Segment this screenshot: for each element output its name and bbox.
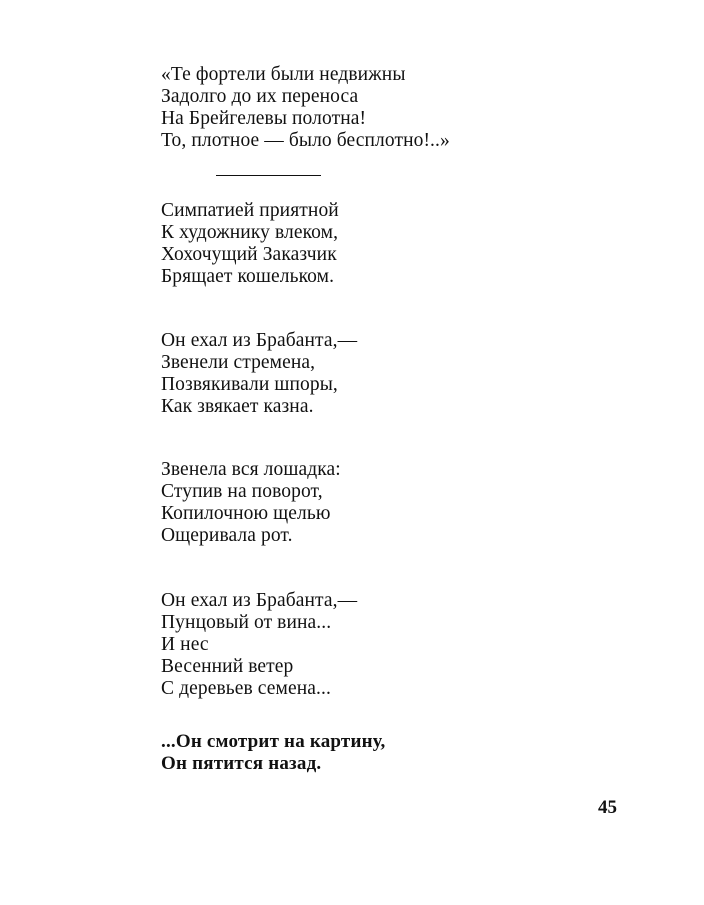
poem-line: Брящает кошельком. <box>161 266 335 287</box>
poem-line: Позвякивали шпоры, <box>161 374 338 395</box>
poem-line: «Те фортели были недвижны <box>161 64 406 85</box>
poem-line: Звенела вся лошадка: <box>161 459 341 480</box>
poem-line: Ступив на поворот, <box>161 481 323 502</box>
poem-line: С деревьев семена... <box>161 678 331 699</box>
stanza-3 <box>161 330 357 418</box>
stanza-2 <box>161 200 339 288</box>
poem-line: К художнику влеком, <box>161 222 339 243</box>
poem-line: Ощеривала рот. <box>161 525 293 546</box>
poem-line: Задолго до их переноса <box>161 86 359 107</box>
poem-line: То, плотное — было бесплотно!..» <box>161 130 450 151</box>
stanza-6 <box>161 731 386 775</box>
poem-line: ...Он смотрит на картину, <box>161 731 386 752</box>
poem-line: Копилочною щелью <box>161 503 331 524</box>
poem-line: Он ехал из Брабанта,— <box>161 330 358 351</box>
poem-line: Звенели стремена, <box>161 352 316 373</box>
page-number: 45 <box>598 797 617 818</box>
poem-line: Хохочущий Заказчик <box>161 244 337 265</box>
poem-line: И нес <box>161 634 209 655</box>
poem-line: Как звякает казна. <box>161 396 314 417</box>
section-divider <box>216 175 321 176</box>
poem-line: Симпатией приятной <box>161 200 339 221</box>
poem-line: Он пятится назад. <box>161 753 322 774</box>
poem-line: Он ехал из Брабанта,— <box>161 590 358 611</box>
poem-line: На Брейгелевы полотна! <box>161 108 367 129</box>
poem-line: Пунцовый от вина... <box>161 612 332 633</box>
stanza-4 <box>161 459 341 547</box>
stanza-5 <box>161 590 357 700</box>
stanza-1 <box>161 64 450 152</box>
poem-line: Весенний ветер <box>161 656 294 677</box>
